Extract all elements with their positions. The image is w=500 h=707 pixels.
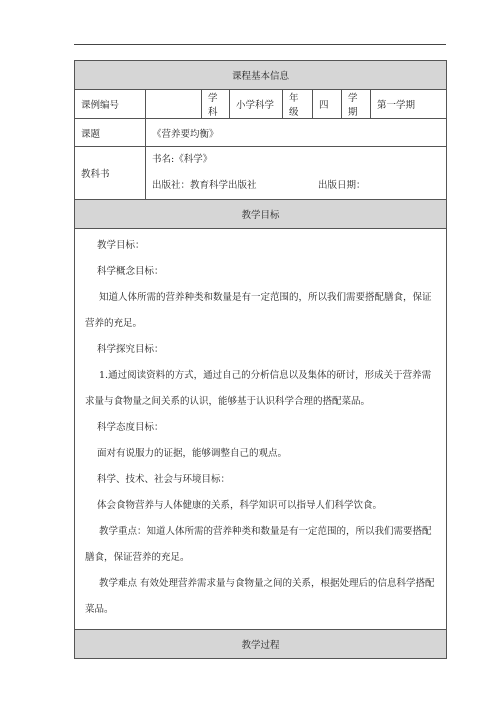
publisher: 出版社：教育科学出版社: [152, 180, 257, 191]
topic-value: 《营养要均衡》: [146, 119, 447, 147]
basic-info-header: 课程基本信息: [75, 61, 447, 90]
teaching-goals-header: 教学目标: [75, 200, 447, 229]
goals-intro: 教学目标：: [97, 240, 145, 251]
subject-label: 学科: [202, 90, 230, 119]
publication-date: 出版日期：: [318, 180, 366, 191]
case-no-value: [146, 90, 202, 119]
inquiry-goal-text: 1.通过阅读资料的方式，通过自己的分析信息以及集体的研讨，形成关于营养需求量与食物量之间关系的认识，能够基于认识科学合理的搭配菜品。: [85, 370, 432, 407]
page-top-rule: [74, 44, 446, 45]
term-value: 第一学期: [371, 90, 447, 119]
concept-goal-heading: 科学概念目标：: [97, 266, 164, 277]
term-label: 学期: [342, 90, 371, 119]
grade-label: 年级: [283, 90, 313, 119]
inquiry-goal-heading: 科学探究目标：: [97, 344, 164, 355]
attitude-goal-heading: 科学态度目标：: [97, 422, 164, 433]
publisher-line: [146, 173, 446, 199]
teaching-goals-body: [75, 229, 447, 630]
subject-value: 小学科学: [230, 90, 283, 119]
teaching-process-header: 教学过程: [75, 630, 447, 659]
book-name: 书名:《科学》: [152, 154, 213, 165]
stse-goal-heading: 科学、技术、社会与环境目标：: [97, 474, 231, 485]
textbook-details: [146, 147, 447, 200]
grade-value: 四: [313, 90, 342, 119]
textbook-label: 教科书: [75, 147, 146, 200]
attitude-goal-text: 面对有说服力的证据，能够调整自己的观点。: [97, 448, 288, 459]
stse-goal-text: 体会食物营养与人体健康的关系，科学知识可以指导人们科学饮食。: [97, 500, 383, 511]
course-info-table: [74, 60, 447, 659]
difficult-point: 教学难点 有效处理营养需求量与食物量之间的关系，根据处理后的信息科学搭配菜品。: [85, 578, 435, 615]
key-point: 教学重点：知道人体所需的营养种类和数量是有一定范围的，所以我们需要搭配膳食，保证营养的充足。: [85, 526, 432, 563]
concept-goal-text: 知道人体所需的营养种类和数量是有一定范围的，所以我们需要搭配膳食，保证营养的充足。: [85, 292, 432, 329]
topic-label: 课题: [75, 119, 146, 147]
case-no-label: 课例编号: [75, 90, 146, 119]
